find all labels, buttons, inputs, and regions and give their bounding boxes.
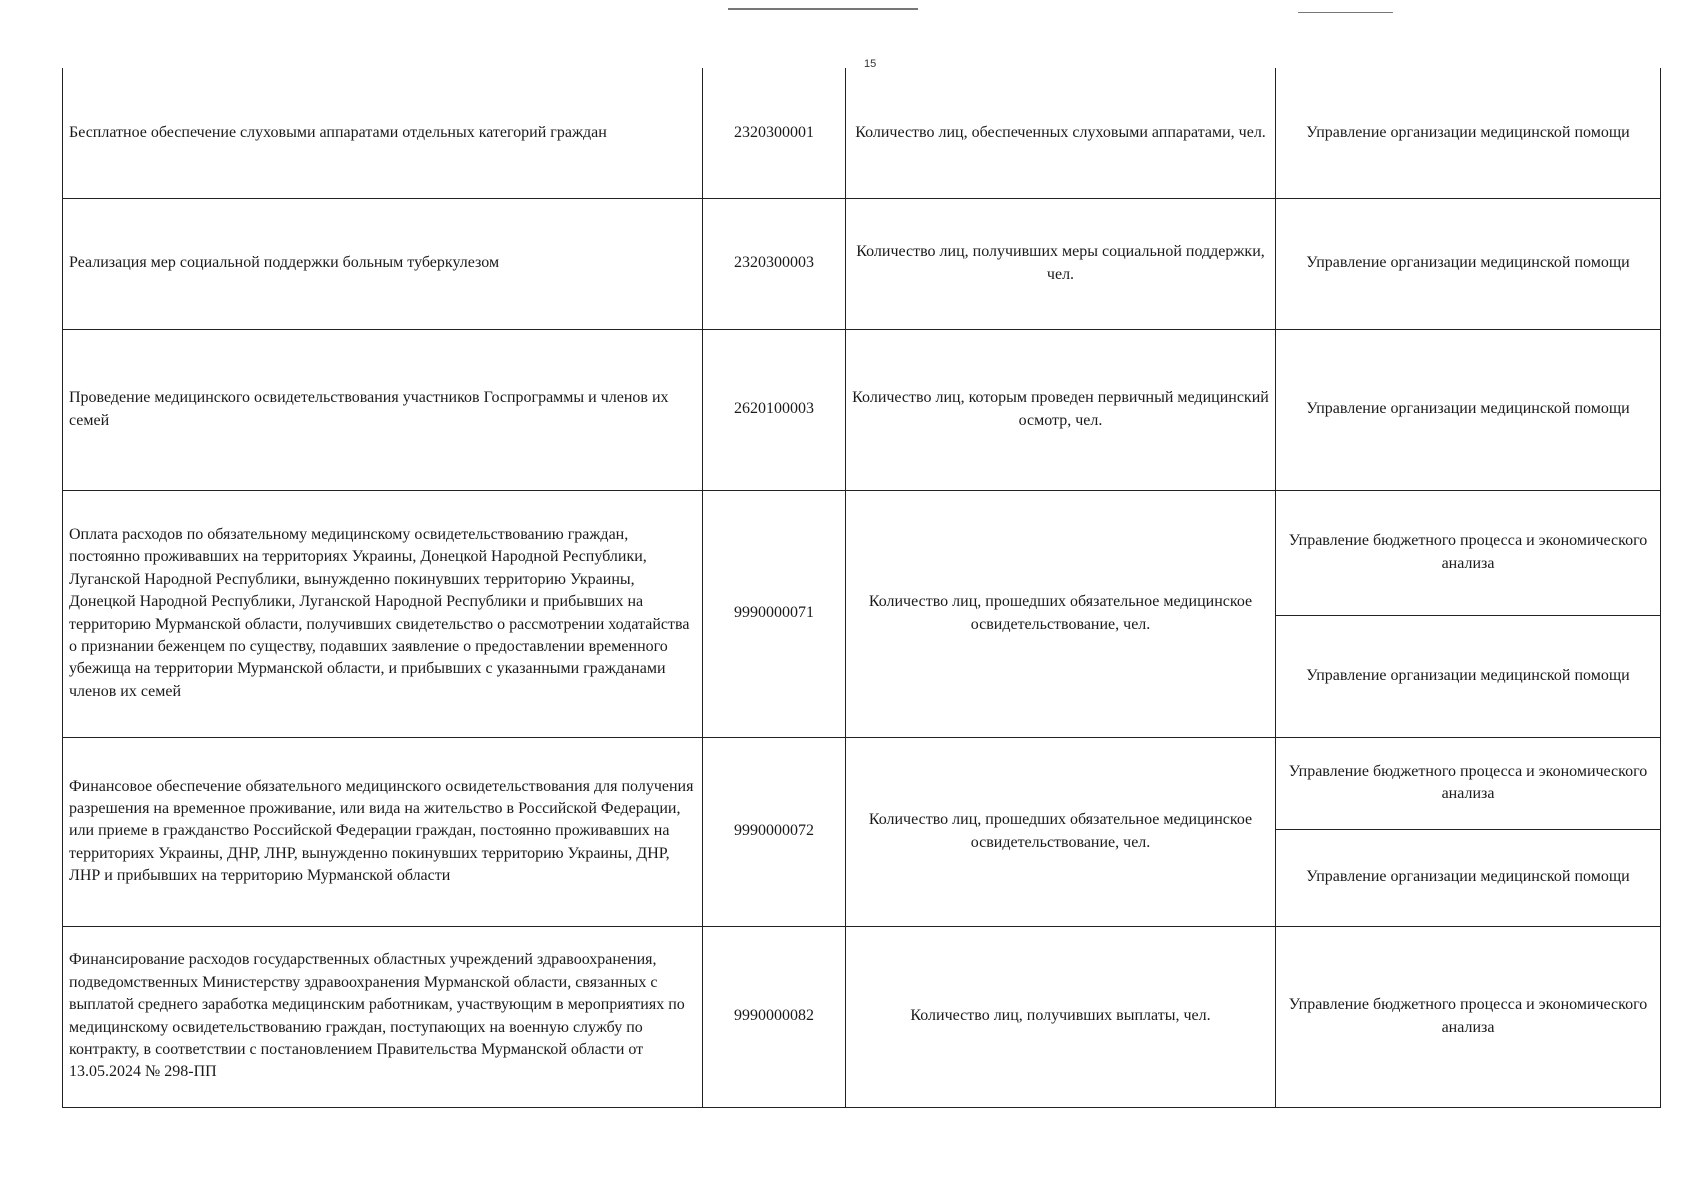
scan-artifact-mark (728, 8, 918, 10)
budget-code: 9990000072 (703, 737, 846, 926)
measure-name: Бесплатное обеспечение слуховыми аппаратами отдельных категорий граждан (63, 68, 703, 198)
responsible-department: Управление организации медицинской помощи (1276, 68, 1661, 198)
budget-code: 2320300003 (703, 198, 846, 329)
budget-code: 9990000071 (703, 490, 846, 737)
measure-name: Финансовое обеспечение обязательного медицинского освидетельствования для получения разрешения на временное проживание, или вида на жительство в Российской Федерации, или приеме в гражданство Российской Федерации граждан, постоянно проживавших на территориях Украины, ДНР, ЛНР, вынужденно покинувших территорию Украины, ДНР, ЛНР и прибывших на территорию Мурманской области (63, 737, 703, 926)
measures-table (62, 68, 1661, 1108)
budget-code: 2620100003 (703, 329, 846, 490)
budget-code: 2320300001 (703, 68, 846, 198)
result-indicator: Количество лиц, прошедших обязательное медицинское освидетельствование, чел. (846, 737, 1276, 926)
responsible-department: Управление организации медицинской помощи (1276, 329, 1661, 490)
table-row (63, 737, 1661, 829)
responsible-department: Управление организации медицинской помощи (1276, 198, 1661, 329)
result-indicator: Количество лиц, прошедших обязательное медицинское освидетельствование, чел. (846, 490, 1276, 737)
result-indicator: Количество лиц, получивших выплаты, чел. (846, 926, 1276, 1107)
table-row (63, 926, 1661, 1107)
measure-name: Проведение медицинского освидетельствования участников Госпрограммы и членов их семей (63, 329, 703, 490)
measure-name: Реализация мер социальной поддержки больным туберкулезом (63, 198, 703, 329)
result-indicator: Количество лиц, получивших меры социальной поддержки, чел. (846, 198, 1276, 329)
page-number: 15 (864, 58, 877, 70)
scan-artifact-mark (1298, 12, 1393, 13)
responsible-department: Управление бюджетного процесса и экономического анализа (1276, 737, 1661, 829)
responsible-department: Управление бюджетного процесса и экономического анализа (1276, 490, 1661, 615)
result-indicator: Количество лиц, обеспеченных слуховыми аппаратами, чел. (846, 68, 1276, 198)
table-row (63, 198, 1661, 329)
responsible-department: Управление бюджетного процесса и экономического анализа (1276, 926, 1661, 1107)
measure-name: Финансирование расходов государственных областных учреждений здравоохранения, подведомственных Министерству здравоохранения Мурманской области, связанных с выплатой среднего заработка медицинским работникам, участвующим в мероприятиях по медицинскому освидетельствованию граждан, поступающих на военную службу по контракту, в соответствии с постановлением Правительства Мурманской области от 13.05.2024 № 298-ПП (63, 926, 703, 1107)
table-row (63, 490, 1661, 615)
result-indicator: Количество лиц, которым проведен первичный медицинский осмотр, чел. (846, 329, 1276, 490)
measure-name: Оплата расходов по обязательному медицинскому освидетельствованию граждан, постоянно проживавших на территориях Украины, Донецкой Народной Республики, Луганской Народной Республики, вынужденно покинувших территорию Украины, Донецкой Народной Республики, Луганской Народной Республики и прибывших на территорию Мурманской области, получивших свидетельство о рассмотрении ходатайства о признании беженцем по существу, подавших заявление о предоставлении временного убежища на территории Мурманской области, и прибывших с указанными гражданами членов их семей (63, 490, 703, 737)
budget-code: 9990000082 (703, 926, 846, 1107)
responsible-department: Управление организации медицинской помощи (1276, 829, 1661, 926)
responsible-department: Управление организации медицинской помощи (1276, 615, 1661, 737)
table-row (63, 68, 1661, 198)
table-row (63, 329, 1661, 490)
